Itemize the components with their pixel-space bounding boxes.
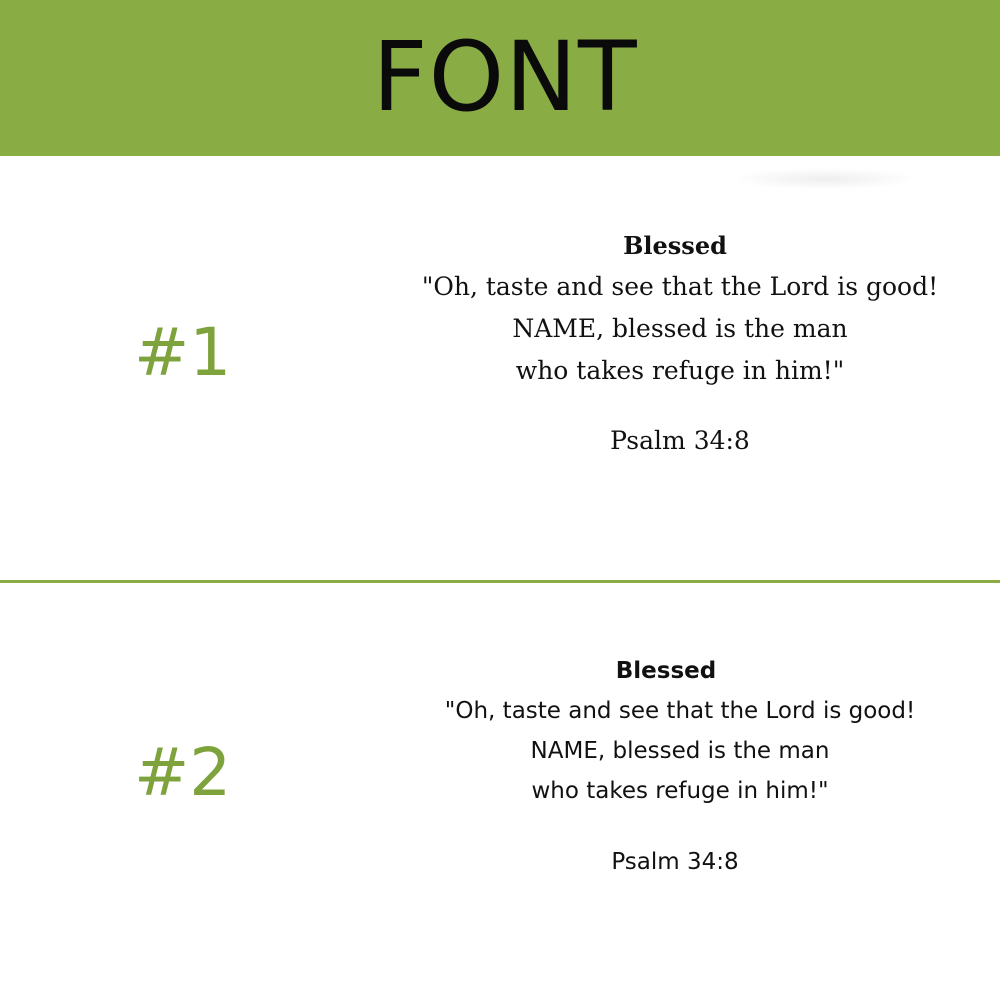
verse-reference: Psalm 34:8 xyxy=(610,426,750,455)
verse-reference: Psalm 34:8 xyxy=(611,849,739,875)
verse-line: NAME, blessed is the man xyxy=(530,738,830,764)
verse-line: "Oh, taste and see that the Lord is good! xyxy=(444,698,916,724)
font-sample-2[interactable] xyxy=(380,651,980,883)
font-sample-1[interactable] xyxy=(380,226,980,462)
option-number-2: #2 xyxy=(134,734,232,811)
option-number-1: #1 xyxy=(134,314,232,391)
background-smudge xyxy=(730,168,920,190)
verse-line: who takes refuge in him!" xyxy=(515,356,845,385)
verse-line: who takes refuge in him!" xyxy=(531,778,829,804)
section-divider xyxy=(0,580,1000,583)
header-banner xyxy=(0,0,1000,156)
verse-line: "Oh, taste and see that the Lord is good! xyxy=(421,272,939,301)
verse-line: NAME, blessed is the man xyxy=(512,314,848,343)
page-title: FONT xyxy=(372,21,638,133)
sample-title: Blessed xyxy=(623,231,727,260)
sample-title: Blessed xyxy=(615,658,717,684)
